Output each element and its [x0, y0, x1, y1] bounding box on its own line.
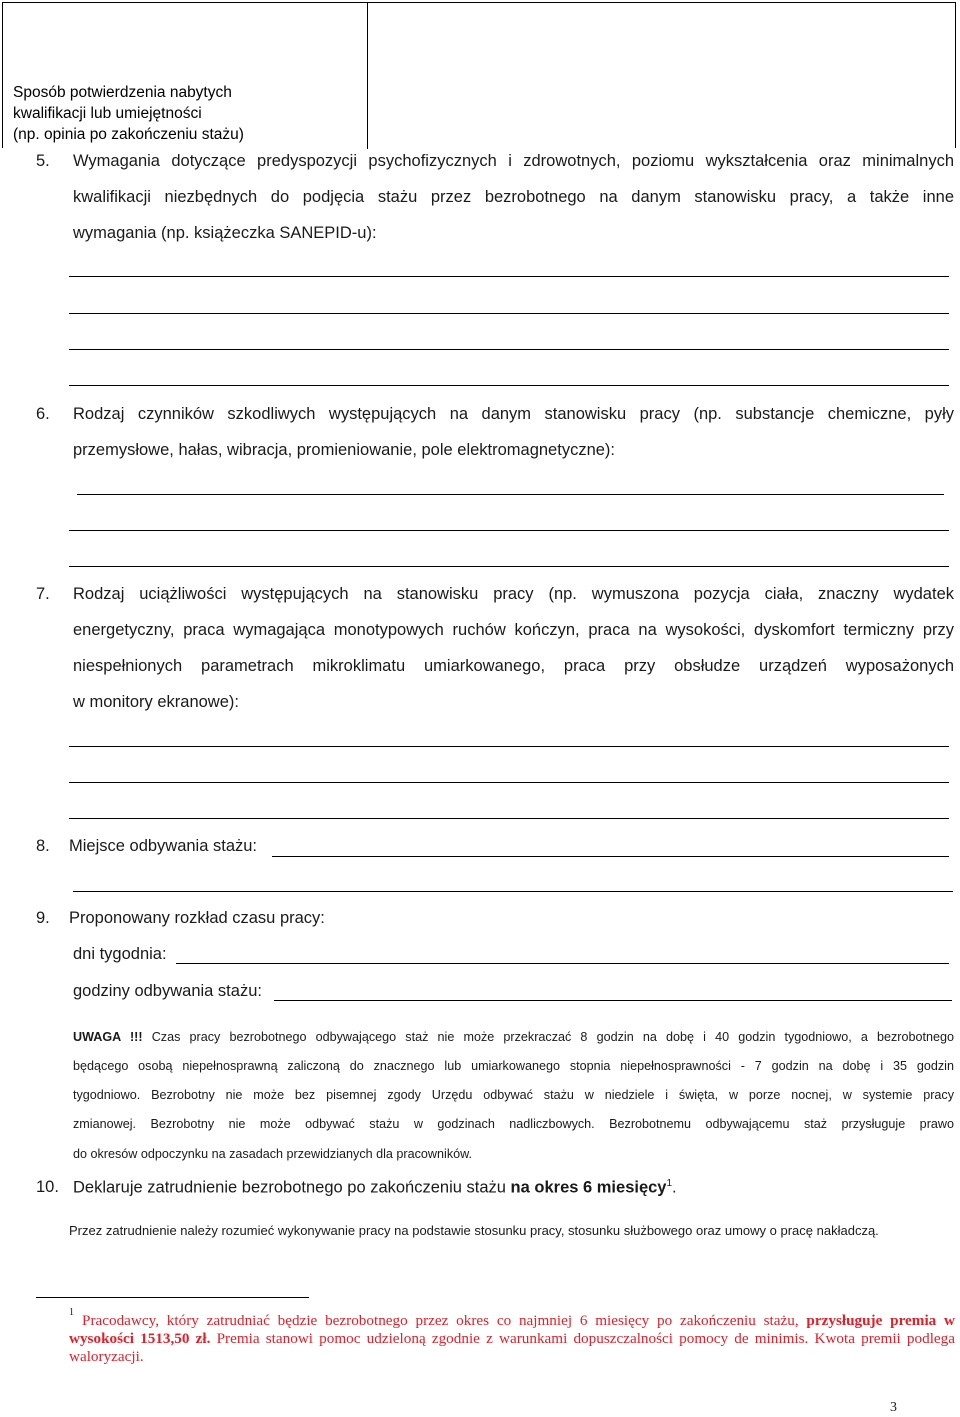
section-5-answer-line-2[interactable] [69, 313, 949, 314]
section-7-line-3: niespełnionych parametrach mikroklimatu umiarkowanego, praca przy obsłudze urządzeń wyposażonych [73, 657, 954, 675]
section-5-answer-line-4[interactable] [69, 385, 949, 386]
page-number: 3 [890, 1400, 897, 1415]
section-7-number: 7. [36, 585, 50, 603]
internship-place-field[interactable] [272, 856, 949, 857]
section-9-number: 9. [36, 909, 50, 927]
footnote-separator [36, 1297, 309, 1298]
section-7-line-4: w monitory ekranowe): [73, 693, 239, 711]
section-10-period: na okres 6 miesięcy [510, 1178, 667, 1197]
internship-place-field-line-2[interactable] [73, 891, 953, 892]
section-10-end: . [672, 1178, 677, 1197]
section-6-answer-line-2[interactable] [69, 530, 949, 531]
section-5-line-2: kwalifikacji niezbędnych do podjęcia stażu przez bezrobotnego na danym stanowisku pracy, a także inne [73, 188, 954, 206]
section-9-label: Proponowany rozkład czasu pracy: [69, 909, 325, 927]
footnote-text [69, 1312, 955, 1366]
footnote-bonus: przysługuje premia w wysokości 1513,50 zł. [69, 1312, 956, 1347]
internship-hours-label: godziny odbywania stażu: [73, 982, 262, 1000]
warning-line-2: będącego osobą niepełnosprawną zaliczoną do znacznego lub umiarkowanego stopnia niepełnosprawności - 7 godzin na dobę i 35 godzin [73, 1059, 954, 1073]
table-label-line-3: (np. opinia po zakończeniu stażu) [13, 126, 244, 143]
warning-line-3: tygodniowo. Bezrobotny nie może bez pisemnej zgody Urzędu odbywać stażu w niedziele i święta, w porze nocnej, w systemie pracy [73, 1088, 954, 1102]
days-of-week-field[interactable] [176, 963, 949, 964]
section-6-line-1: Rodzaj czynników szkodliwych występujących na danym stanowisku pracy (np. substancje chemiczne, pyły [73, 405, 954, 423]
section-8-label: Miejsce odbywania stażu: [69, 837, 258, 855]
section-5-answer-line-3[interactable] [69, 349, 949, 350]
section-6-answer-line-3[interactable] [69, 566, 949, 567]
days-of-week-label: dni tygodnia: [73, 945, 167, 963]
section-10-declaration: Deklaruje zatrudnienie bezrobotnego po zakończeniu stażu [73, 1178, 511, 1197]
section-5-line-1: Wymagania dotyczące predyspozycji psychofizycznych i zdrowotnych, poziomu wykształcenia oraz minimalnych [73, 152, 954, 170]
section-7-answer-line-2[interactable] [69, 782, 949, 783]
section-8-number: 8. [36, 837, 50, 855]
warning-text-1: Czas pracy bezrobotnego odbywającego staż nie może przekraczać 8 godzin na dobę i 40 godzin tygodniowo, a bezrobotnego [151, 1030, 955, 1044]
table-label-line-1: Sposób potwierdzenia nabytych [13, 84, 232, 101]
internship-hours-field[interactable] [274, 1000, 952, 1001]
warning-line-5: do okresów odpoczynku na zasadach przewidzianych dla pracowników. [73, 1147, 473, 1161]
warning-label: UWAGA !!! [73, 1030, 143, 1044]
section-5-number: 5. [36, 152, 50, 170]
section-7-answer-line-3[interactable] [69, 818, 949, 819]
requirements-table [2, 2, 956, 148]
section-10-text [73, 1178, 677, 1198]
section-10-number: 10. [36, 1178, 59, 1196]
footnote-part-1: Pracodawcy, który zatrudniać będzie bezrobotnego przez okres co najmniej 6 miesięcy po zakończeniu stażu, [82, 1312, 807, 1329]
section-6-answer-line-1[interactable] [77, 494, 944, 495]
section-10-note: Przez zatrudnienie należy rozumieć wykonywanie pracy na podstawie stosunku pracy, stosunku służbowego oraz umowy o pracę nakładczą. [69, 1223, 879, 1238]
footnote-ref[interactable]: 1 [666, 1178, 673, 1189]
warning-line-1 [73, 1030, 954, 1044]
table-label-line-2: kwalifikacji lub umiejętności [13, 105, 202, 122]
section-6-number: 6. [36, 405, 50, 423]
section-7-line-2: energetyczny, praca wymagająca monotypowych ruchów kończyn, praca na wysokości, dyskomfort termiczny przy [73, 621, 954, 639]
section-7-answer-line-1[interactable] [69, 746, 949, 747]
table-cell-label [13, 82, 244, 145]
warning-line-4: zmianowej. Bezrobotny nie może odbywać stażu w godzinach nadliczbowych. Bezrobotnemu odbywającemu staż przysługuje prawo [73, 1117, 954, 1131]
table-value-cell[interactable] [367, 73, 957, 74]
section-7-line-1: Rodzaj uciążliwości występujących na stanowisku pracy (np. wymuszona pozycja ciała, znaczny wydatek [73, 585, 954, 603]
footnote-mark: 1 [69, 1307, 74, 1318]
section-5-answer-line-1[interactable] [69, 276, 949, 277]
footnote-part-2: Premia stanowi pomoc udzieloną zgodnie z warunkami dopuszczalności pomocy de minimis. Kwota premii podlega waloryzacji. [69, 1330, 956, 1365]
section-5-line-3: wymagania (np. książeczka SANEPID-u): [73, 224, 377, 242]
section-6-line-2: przemysłowe, hałas, wibracja, promieniowanie, pole elektromagnetyczne): [73, 441, 616, 459]
table-column-divider [367, 3, 368, 149]
